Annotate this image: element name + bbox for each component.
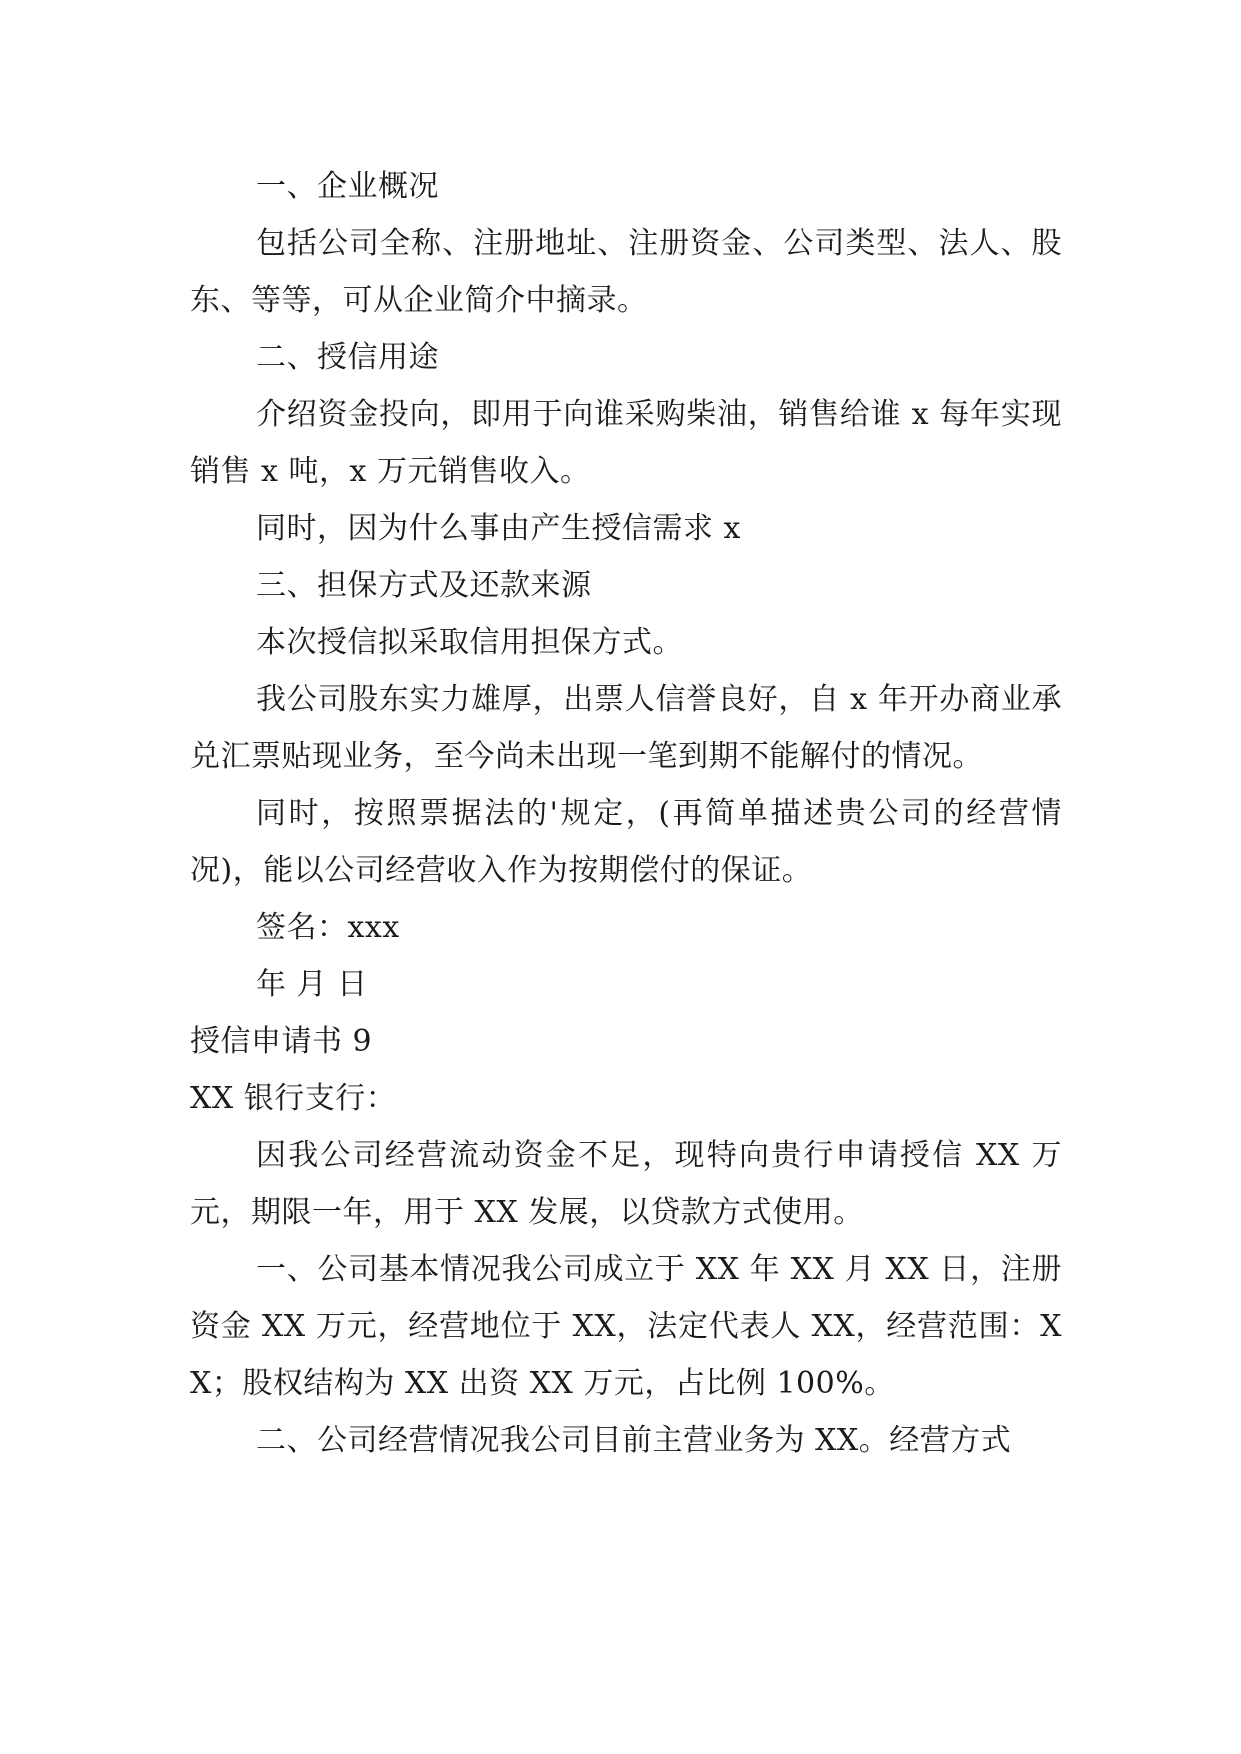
date-line: 年 月 日	[256, 967, 368, 1002]
paragraph-application-request: 因我公司经营流动资金不足，现特向贵行申请授信 XX 万元，期限一年，用于 XX 发展，以贷款方式使用。	[190, 1138, 1062, 1230]
paragraph-guarantee-method: 本次授信拟采取信用担保方式。	[256, 625, 683, 660]
section-title-application-9: 授信申请书 9	[190, 1024, 373, 1059]
signature-line: 签名：xxx	[256, 910, 400, 945]
paragraph-overview-body: 包括公司全称、注册地址、注册资金、公司类型、法人、股东、等等，可从企业简介中摘录。	[190, 226, 1062, 318]
paragraph-company-basic-info: 一、公司基本情况我公司成立于 XX 年 XX 月 XX 日，注册资金 XX 万元，经营地位于 XX，法定代表人 XX，经营范围：XX；股权结构为 XX 出资 XX 万元，占比例 100%。	[190, 1252, 1062, 1401]
heading-guarantee-repayment: 三、担保方式及还款来源	[256, 568, 592, 603]
document-body	[190, 158, 1062, 1469]
paragraph-credit-need: 同时，因为什么事由产生授信需求 x	[256, 511, 741, 546]
paragraph-company-operations: 二、公司经营情况我公司目前主营业务为 XX。经营方式	[256, 1423, 1012, 1458]
paragraph-repayment-source: 同时，按照票据法的'规定，(再简单描述贵公司的经营情况)，能以公司经营收入作为按期偿付的保证。	[190, 796, 1062, 888]
heading-enterprise-overview: 一、企业概况	[256, 169, 439, 204]
salutation-bank-branch: XX 银行支行：	[190, 1081, 397, 1116]
paragraph-shareholder-strength: 我公司股东实力雄厚，出票人信誉良好，自 x 年开办商业承兑汇票贴现业务，至今尚未出现一笔到期不能解付的情况。	[190, 682, 1062, 774]
heading-credit-purpose: 二、授信用途	[256, 340, 439, 375]
paragraph-purpose-body: 介绍资金投向，即用于向谁采购柴油，销售给谁 x 每年实现销售 x 吨，x 万元销售收入。	[190, 397, 1062, 489]
